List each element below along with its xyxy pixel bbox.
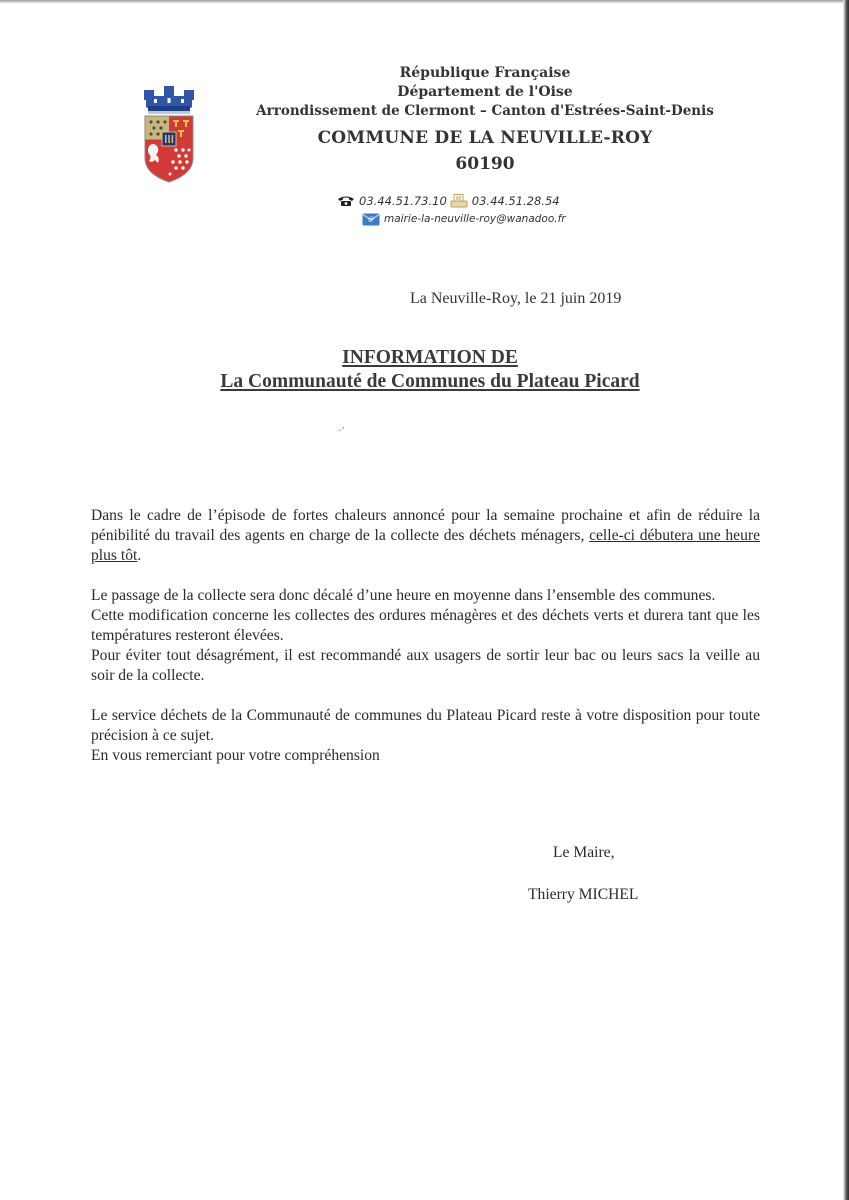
scan-border-right [843, 0, 849, 1200]
coat-of-arms-icon [140, 86, 198, 186]
paragraph-1-end: . [137, 547, 142, 564]
underlined-phrase: celle-ci débutera une heure plus tôt [91, 527, 760, 564]
phone-number: 03.44.51.73.10 [359, 194, 447, 208]
paragraph-4: Pour éviter tout désagrément, il est recommandé aux usagers de sortir leur bac ou leurs sacs la veille au soir de la collecte. [91, 647, 760, 684]
signatory-role: Le Maire, [553, 844, 615, 861]
title-line-2: La Communauté de Communes du Plateau Picard [220, 371, 640, 392]
paragraph-2: Le passage de la collecte sera donc décalé d’une heure en moyenne dans l’ensemble des communes. [91, 587, 716, 604]
letter-body [91, 506, 760, 766]
paragraph-1-text: Dans le cadre de l’épisode de fortes chaleurs annoncé pour la semaine prochaine et afin de réduire la pénibilité du travail des agents en charge de la collecte des déchets ménagers, [91, 507, 760, 544]
scan-border-top [0, 0, 849, 3]
commune-name: COMMUNE DE LA NEUVILLE-ROY [317, 128, 653, 148]
contact-block [337, 192, 597, 228]
paragraph-1 [91, 506, 760, 566]
postcode: 60190 [455, 154, 515, 174]
email-row [362, 210, 597, 228]
date-line: La Neuville-Roy, le 21 juin 2019 [410, 290, 622, 307]
telephone-icon [337, 195, 355, 207]
signature-block [528, 843, 638, 905]
envelope-icon [362, 213, 380, 226]
signatory-name: Thierry MICHEL [528, 886, 639, 903]
closing-line: En vous remerciant pour votre compréhension [91, 747, 380, 764]
letterhead-department: Département de l'Oise [397, 84, 573, 100]
fax-icon [450, 194, 468, 208]
paragraph-5: Le service déchets de la Communauté de communes du Plateau Picard reste à votre disposition pour toute précision à ce sujet. [91, 707, 760, 744]
letterhead-arrondissement: Arrondissement de Clermont – Canton d'Estrées-Saint-Denis [256, 103, 714, 119]
letterhead [200, 64, 770, 177]
phone-fax-row [337, 192, 597, 210]
paragraph-3: Cette modification concerne les collectes des ordures ménagères et des déchets verts et durera tant que les températures resteront élevées. [91, 607, 760, 644]
email-address[interactable]: mairie-la-neuville-roy@wanadoo.fr [384, 213, 566, 225]
letterhead-republic: République Française [399, 65, 571, 81]
fax-number: 03.44.51.28.54 [471, 194, 560, 208]
scan-speck: ·ʼ [338, 426, 345, 437]
svg-text:@: @ [368, 215, 374, 223]
title-line-1: INFORMATION DE [342, 347, 518, 368]
document-title [170, 346, 690, 394]
